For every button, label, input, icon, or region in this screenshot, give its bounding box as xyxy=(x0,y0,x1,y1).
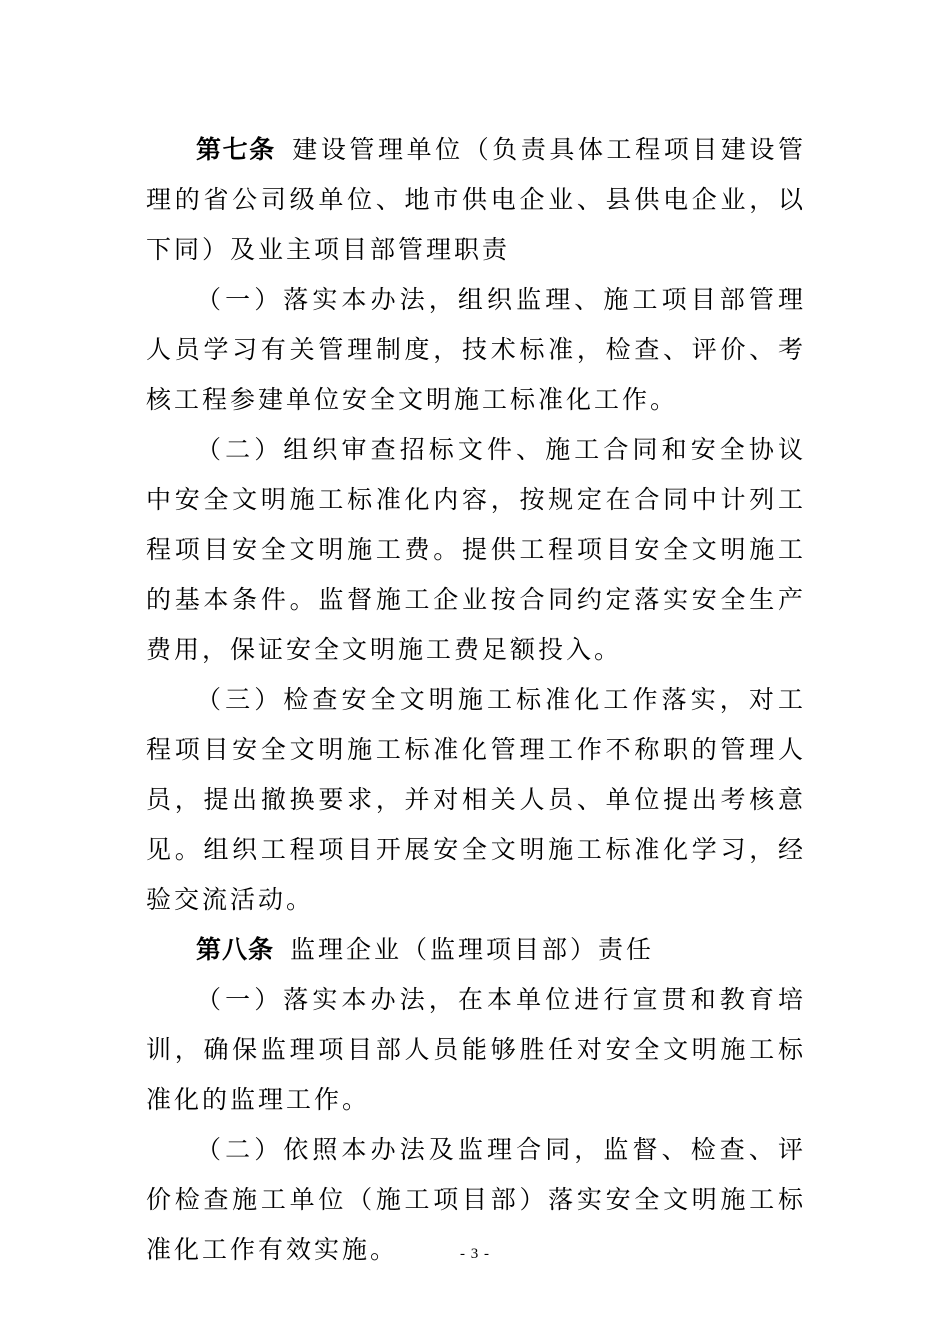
article-text: 建设管理单位（负责具体工程项目建设管理的省公司级单位、地市供电企业、县供电企业，以下同）及业主项目部管理职责 xyxy=(146,135,806,264)
item-paragraph: （二）依照本办法及监理合同，监督、检查、评价检查施工单位（施工项目部）落实安全文明施工标准化工作有效实施。 xyxy=(146,1135,806,1264)
article-text: 监理企业（监理项目部）责任 xyxy=(290,935,655,964)
item-paragraph: （一）落实本办法，组织监理、施工项目部管理人员学习有关管理制度，技术标准，检查、评价、考核工程参建单位安全文明施工标准化工作。 xyxy=(146,285,806,414)
page-number: - 3 - xyxy=(460,1246,490,1262)
item-paragraph: （一）落实本办法，在本单位进行宣贯和教育培训，确保监理项目部人员能够胜任对安全文明施工标准化的监理工作。 xyxy=(146,985,806,1114)
article-paragraph xyxy=(146,925,806,975)
document-body xyxy=(146,125,806,1275)
article-number: 第七条 xyxy=(196,135,276,164)
item-paragraph: （二）组织审查招标文件、施工合同和安全协议中安全文明施工标准化内容，按规定在合同中计列工程项目安全文明施工费。提供工程项目安全文明施工的基本条件。监督施工企业按合同约定落实安全生产费用，保证安全文明施工费足额投入。 xyxy=(146,435,806,664)
article-number: 第八条 xyxy=(196,935,275,964)
article-paragraph xyxy=(146,125,806,275)
item-paragraph: （三）检查安全文明施工标准化工作落实，对工程项目安全文明施工标准化管理工作不称职的管理人员，提出撤换要求，并对相关人员、单位提出考核意见。组织工程项目开展安全文明施工标准化学习，经验交流活动。 xyxy=(146,685,806,914)
